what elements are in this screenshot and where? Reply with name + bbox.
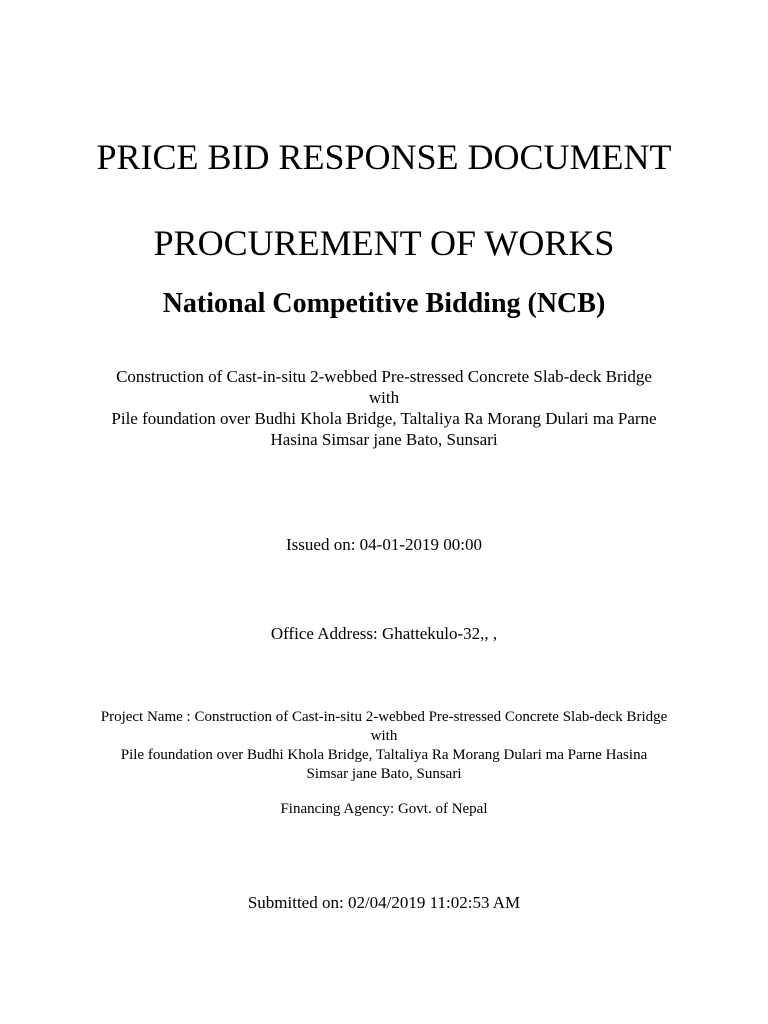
document-subtitle: PROCUREMENT OF WORKS <box>153 223 615 263</box>
project-name-line: with <box>370 728 398 744</box>
project-name-line: Project Name : Construction of Cast-in-situ 2-webbed Pre-stressed Concrete Slab-deck Bridge <box>100 709 668 725</box>
project-name-line: Pile foundation over Budhi Khola Bridge, Taltaliya Ra Morang Dulari ma Parne Hasina <box>120 747 648 763</box>
bidding-type-heading: National Competitive Bidding (NCB) <box>162 288 606 319</box>
issued-on: Issued on: 04-01-2019 00:00 <box>286 535 482 554</box>
description-line: Hasina Simsar jane Bato, Sunsari <box>270 430 498 449</box>
office-address: Office Address: Ghattekulo-32,, , <box>270 624 498 643</box>
submitted-on: Submitted on: 02/04/2019 11:02:53 AM <box>247 893 521 912</box>
description-line: Construction of Cast-in-situ 2-webbed Pre-stressed Concrete Slab-deck Bridge <box>116 367 652 386</box>
description-line: with <box>368 388 400 407</box>
description-line: Pile foundation over Budhi Khola Bridge, Taltaliya Ra Morang Dulari ma Parne <box>111 409 657 428</box>
financing-agency: Financing Agency: Govt. of Nepal <box>280 801 488 817</box>
document-title: PRICE BID RESPONSE DOCUMENT <box>96 137 672 177</box>
project-name-line: Simsar jane Bato, Sunsari <box>306 766 462 782</box>
